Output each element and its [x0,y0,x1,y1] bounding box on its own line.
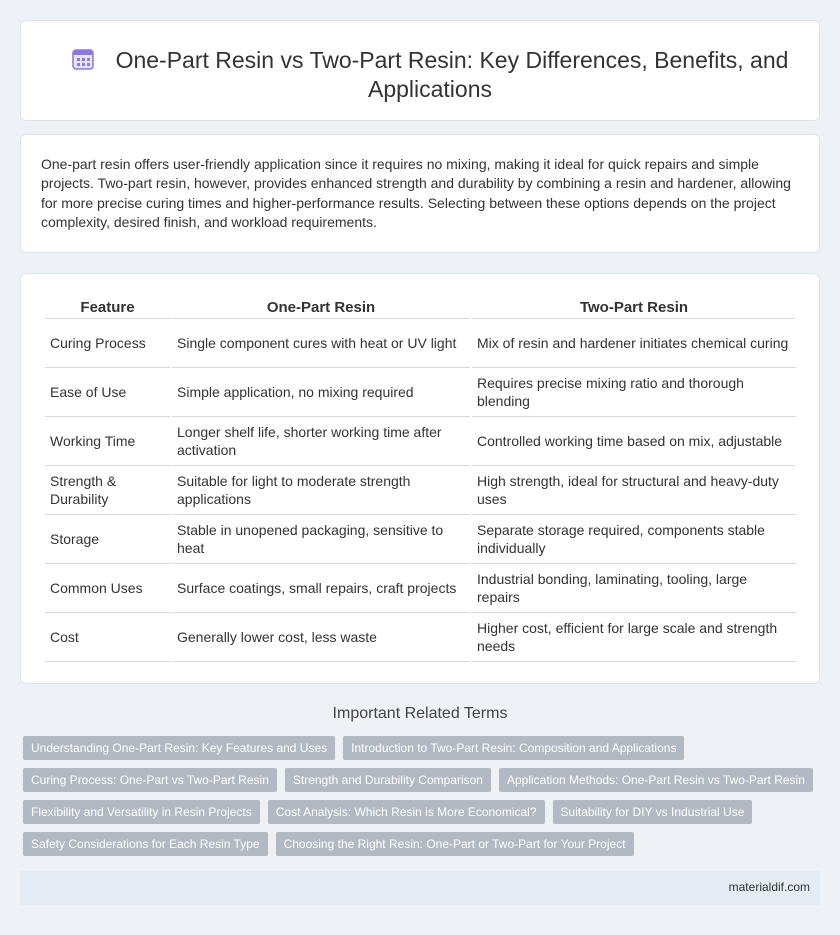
column-header-two-part: Two-Part Resin [472,296,796,319]
one-part-cell: Stable in unopened packaging, sensitive to heat [172,515,470,564]
feature-cell: Curing Process [45,319,170,368]
tag-row [23,736,813,760]
footer-site-link[interactable]: materialdif.com [728,880,810,894]
feature-cell: Ease of Use [45,368,170,417]
one-part-cell: Surface coatings, small repairs, craft projects [172,564,470,613]
feature-cell: Working Time [45,417,170,466]
two-part-cell: Mix of resin and hardener initiates chemical curing [472,319,796,368]
two-part-cell: Industrial bonding, laminating, tooling, large repairs [472,564,796,613]
table-row [45,417,796,466]
related-terms-heading: Important Related Terms [332,705,508,722]
column-header-feature: Feature [45,296,170,319]
comparison-table [43,296,798,662]
one-part-cell: Longer shelf life, shorter working time after activation [172,417,470,466]
table-row [45,564,796,613]
feature-cell: Cost [45,613,170,662]
two-part-cell: Higher cost, efficient for large scale and strength needs [472,613,796,662]
table-row [45,613,796,662]
one-part-cell: Single component cures with heat or UV light [172,319,470,368]
two-part-cell: Separate storage required, components stable individually [472,515,796,564]
table-row [45,515,796,564]
two-part-cell: Requires precise mixing ratio and thorough blending [472,368,796,417]
footer [20,871,820,905]
feature-cell: Storage [45,515,170,564]
table-header-row [45,296,796,319]
table-row [45,466,796,515]
page-title-text: One-Part Resin vs Two-Part Resin: Key Differences, Benefits, and Applications [115,47,789,102]
table-row [45,368,796,417]
related-term-tag[interactable]: Introduction to Two-Part Resin: Composition and Applications [343,736,684,760]
calendar-grid-icon [72,48,94,70]
comparison-table-card [20,273,820,684]
tag-row [23,768,813,792]
related-term-tag[interactable]: Understanding One-Part Resin: Key Features and Uses [23,736,335,760]
one-part-cell: Generally lower cost, less waste [172,613,470,662]
related-term-tag[interactable]: Curing Process: One-Part vs Two-Part Resin [23,768,277,792]
related-term-tag[interactable]: Strength and Durability Comparison [285,768,491,792]
intro-card [20,134,820,253]
tag-row [23,832,813,856]
feature-cell: Common Uses [45,564,170,613]
related-term-tag[interactable]: Cost Analysis: Which Resin is More Economical? [268,800,545,824]
page-title [61,46,799,104]
title-card [20,20,820,121]
related-terms-list [23,736,813,864]
related-term-tag[interactable]: Flexibility and Versatility in Resin Projects [23,800,260,824]
related-term-tag[interactable]: Choosing the Right Resin: One-Part or Two-Part for Your Project [276,832,634,856]
one-part-cell: Suitable for light to moderate strength applications [172,466,470,515]
two-part-cell: High strength, ideal for structural and heavy-duty uses [472,466,796,515]
feature-cell: Strength & Durability [45,466,170,515]
two-part-cell: Controlled working time based on mix, adjustable [472,417,796,466]
related-term-tag[interactable]: Safety Considerations for Each Resin Type [23,832,268,856]
related-term-tag[interactable]: Application Methods: One-Part Resin vs Two-Part Resin [499,768,813,792]
table-row [45,319,796,368]
related-term-tag[interactable]: Suitability for DIY vs Industrial Use [553,800,753,824]
one-part-cell: Simple application, no mixing required [172,368,470,417]
intro-paragraph: One-part resin offers user-friendly application since it requires no mixing, making it ideal for quick repairs and simple projects. Two-part resin, however, provides enhanced strength and durability by combining a resin and hardener, allowing for more precise curing times and higher-performance results. Selecting between these options depends on the project complexity, desired finish, and workload requirements. [41,156,791,231]
tag-row [23,800,813,824]
column-header-one-part: One-Part Resin [172,296,470,319]
